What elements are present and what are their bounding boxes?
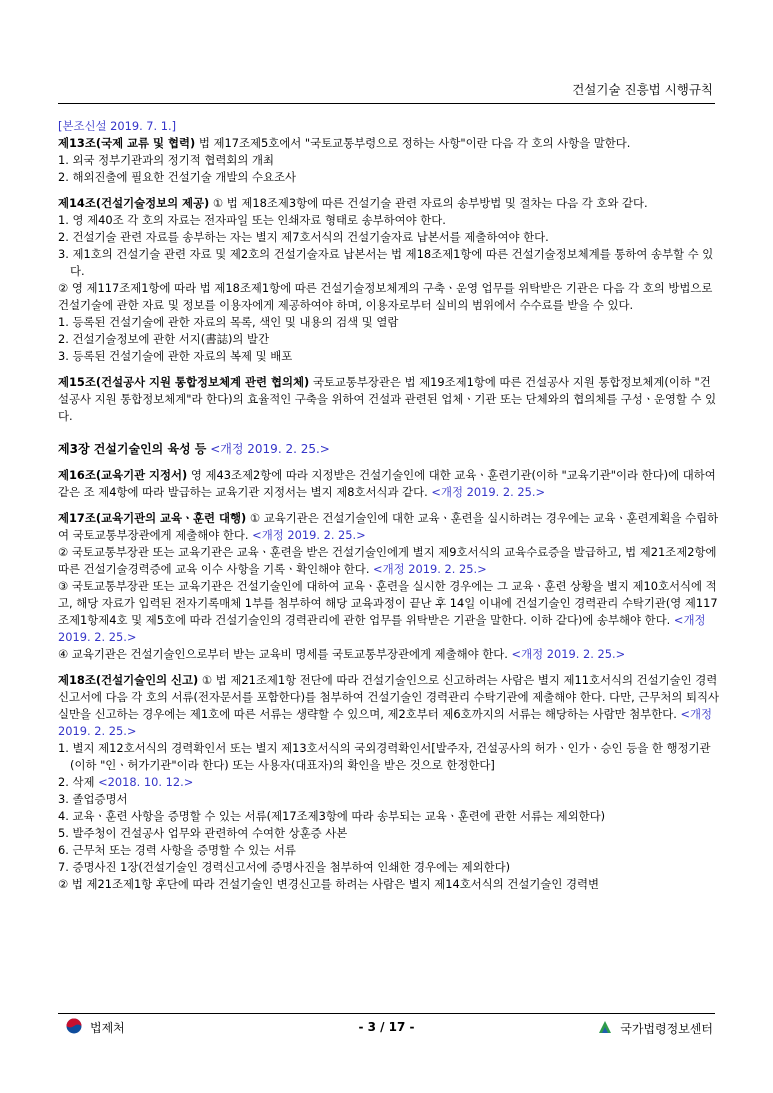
article-15-title: 제15조(건설공사 지원 통합정보체계 관련 협의체) — [58, 375, 310, 389]
article-17-paragraph-4 — [58, 646, 721, 663]
article-18-paragraph-2: ② 법 제21조제1항 후단에 따라 건설기술인 변경신고를 하려는 사람은 별지 제14호서식의 건설기술인 경력변 — [58, 877, 600, 891]
article-14-item-2: 2. 건설기술 관련 자료를 송부하는 자는 별지 제7호서식의 건설기술자료 납본서를 제출하여야 한다. — [58, 230, 549, 244]
footer — [58, 1018, 715, 1038]
article-14-paragraph-2: ② 영 제117조제1항에 따라 법 제18조제1항에 따른 건설기술정보체계의 구축ㆍ운영 업무를 위탁받은 기관은 다음 각 호의 방법으로 건설기술에 관한 자료 및 정보를 이용자에게 제공하여야 하며, 이용자로부터 실비의 범위에서 수수료를 받을 수 있다. — [58, 281, 713, 312]
article-17-p3-amend: <개정 2019. 2. 25.> — [58, 613, 706, 644]
amend-note: [본조신설 2019. 7. 1.] — [58, 119, 177, 133]
article-17-paragraph-2 — [58, 544, 721, 578]
article-14 — [58, 195, 721, 212]
header-divider — [58, 103, 715, 104]
article-13-item-1: 1. 외국 정부기관과의 정기적 협력회의 개최 — [58, 153, 275, 167]
article-18-item-4: 4. 교육ㆍ훈련 사항을 증명할 수 있는 서류(제17조제3항에 따라 송부되는 교육ㆍ훈련에 관한 서류는 제외한다) — [58, 809, 606, 823]
article-18-item-2 — [58, 774, 721, 791]
article-18-item-6: 6. 근무처 또는 경력 사항을 증명할 수 있는 서류 — [58, 843, 296, 857]
article-16-amend: <개정 2019. 2. 25.> — [427, 485, 545, 499]
article-15 — [58, 374, 721, 425]
article-14-p2-item-1: 1. 등록된 건설기술에 관한 자료의 목록, 색인 및 내용의 검색 및 열람 — [58, 315, 399, 329]
article-16 — [58, 467, 721, 501]
article-17 — [58, 510, 721, 544]
article-13-title: 제13조(국제 교류 및 협력) — [58, 136, 196, 150]
footer-left-text: 법제처 — [90, 1021, 125, 1035]
article-18-item-5: 5. 발주청이 건설공사 업무와 관련하여 수여한 상훈증 사본 — [58, 826, 348, 840]
article-17-title: 제17조(교육기관의 교육ㆍ훈련 대행) — [58, 511, 247, 525]
header-title: 건설기술 진흥법 시행규칙 — [572, 82, 713, 97]
law-center-logo-icon — [596, 1018, 614, 1039]
article-14-item-3: 3. 제1호의 건설기술 관련 자료 및 제2호의 건설기술자료 납본서는 법 제18조제1항에 따른 건설기술정보체계를 통하여 송부할 수 있다. — [58, 247, 714, 278]
article-17-paragraph-3 — [58, 578, 721, 646]
article-14-title: 제14조(건설기술정보의 제공) — [58, 196, 210, 210]
article-14-p2-item-3: 3. 등록된 건설기술에 관한 자료의 복제 및 배포 — [58, 349, 293, 363]
article-17-p3-text: ③ 국토교통부장관 또는 교육기관은 건설기술인에 대하여 교육ㆍ훈련을 실시한 경우에는 그 교육ㆍ훈련 상황을 별지 제10호서식에 적고, 해당 자료가 입력된 전자기록매체 1부를 첨부하여 해당 교육과정이 끝난 후 14일 이내에 건설기술인 경력관리 수탁기관(영 제117조제1항제4호 및 제5호에 따라 건설기술인의 경력관리에 관한 업무를 위탁받은 기관을 말한다. 이하 같다)에 송부해야 한다. — [58, 579, 718, 627]
footer-divider — [58, 1013, 715, 1014]
document-body — [58, 118, 721, 893]
chapter-title: 제3장 건설기술인의 육성 등 — [58, 442, 207, 456]
article-14-p2-item-2: 2. 건설기술정보에 관한 서지(書誌)의 발간 — [58, 332, 270, 346]
article-13-item-2: 2. 해외진출에 필요한 건설기술 개발의 수요조사 — [58, 170, 297, 184]
footer-right-text: 국가법령정보센터 — [620, 1022, 713, 1036]
page-number: - 3 / 17 - — [358, 1020, 415, 1034]
article-17-p1-amend: <개정 2019. 2. 25.> — [248, 528, 366, 542]
article-16-title: 제16조(교육기관 지정서) — [58, 468, 188, 482]
chapter-amend: <개정 2019. 2. 25.> — [206, 442, 330, 456]
article-17-p1: ① 교육기관은 건설기술인에 대한 교육ㆍ훈련을 실시하려는 경우에는 교육ㆍ훈련계획을 수립하여 국토교통부장관에게 제출해야 한다. — [58, 511, 719, 542]
article-13 — [58, 135, 721, 152]
article-18-p1: ① 법 제21조제1항 전단에 따라 건설기술인으로 신고하려는 사람은 별지 제11호서식의 건설기술인 경력신고서에 다음 각 호의 서류(전자문서를 포함한다)를 첨부하여 건설기술인 경력관리 수탁기관에 제출해야 한다. 다만, 근무처의 퇴직사실만을 신고하는 경우에는 제1호에 따른 서류는 생략할 수 있으며, 제2호부터 제6호까지의 서류는 해당하는 사람만 첨부한다. — [58, 673, 720, 721]
article-18 — [58, 672, 721, 740]
footer-right — [596, 1018, 713, 1039]
article-15-text: 국토교통부장관은 법 제19조제1항에 따른 건설공사 지원 통합정보체계(이하 "건설공사 지원 통합정보체계"라 한다)의 효율적인 구축을 위하여 건설과 관련된 업체ㆍ기관 또는 단체와의 협의체를 구성ㆍ운영할 수 있다. — [58, 375, 717, 423]
article-17-p2-amend: <개정 2019. 2. 25.> — [369, 562, 487, 576]
article-18-title: 제18조(건설기술인의 신고) — [58, 673, 199, 687]
article-18-item-2-amend: <2018. 10. 12.> — [94, 775, 194, 789]
article-17-p2-text: ② 국토교통부장관 또는 교육기관은 교육ㆍ훈련을 받은 건설기술인에게 별지 제9호서식의 교육수료증을 발급하고, 법 제21조제2항에 따른 건설기술경력증에 교육 이수 사항을 기록ㆍ확인해야 한다. — [58, 545, 717, 576]
article-17-p4-text: ④ 교육기관은 건설기술인으로부터 받는 교육비 명세를 국토교통부장관에게 제출해야 한다. — [58, 647, 508, 661]
article-18-p1-amend: <개정 2019. 2. 25.> — [58, 707, 713, 738]
article-18-item-1: 1. 별지 제12호서식의 경력확인서 또는 별지 제13호서식의 국외경력확인서[발주자, 건설공사의 허가ㆍ인가ㆍ승인 등을 한 행정기관(이하 "인ㆍ허가기관"이라 한다) 또는 사용자(대표자)의 확인을 받은 것으로 한정한다] — [58, 741, 711, 772]
article-16-text: 영 제43조제2항에 따라 지정받은 건설기술인에 대한 교육ㆍ훈련기관(이하 "교육기관"이라 한다)에 대하여 같은 조 제4항에 따라 발급하는 교육기관 지정서는 별지 제8호서식과 같다. — [58, 468, 716, 499]
article-17-p4-amend: <개정 2019. 2. 25.> — [507, 647, 626, 661]
article-14-item-1: 1. 영 제40조 각 호의 자료는 전자파일 또는 인쇄자료 형태로 송부하여야 한다. — [58, 213, 446, 227]
article-14-text: ① 법 제18조제3항에 따른 건설기술 관련 자료의 송부방법 및 절차는 다음 각 호와 같다. — [209, 196, 648, 210]
article-18-item-3: 3. 졸업증명서 — [58, 792, 128, 806]
article-18-item-2-text: 2. 삭제 — [58, 775, 95, 789]
article-18-item-7: 7. 증명사진 1장(건설기술인 경력신고서에 증명사진을 첨부하여 인쇄한 경우에는 제외한다) — [58, 860, 511, 874]
chapter-heading — [58, 441, 721, 458]
article-13-text: 법 제17조제5호에서 "국토교통부령으로 정하는 사항"이란 다음 각 호의 사항을 말한다. — [195, 136, 631, 150]
